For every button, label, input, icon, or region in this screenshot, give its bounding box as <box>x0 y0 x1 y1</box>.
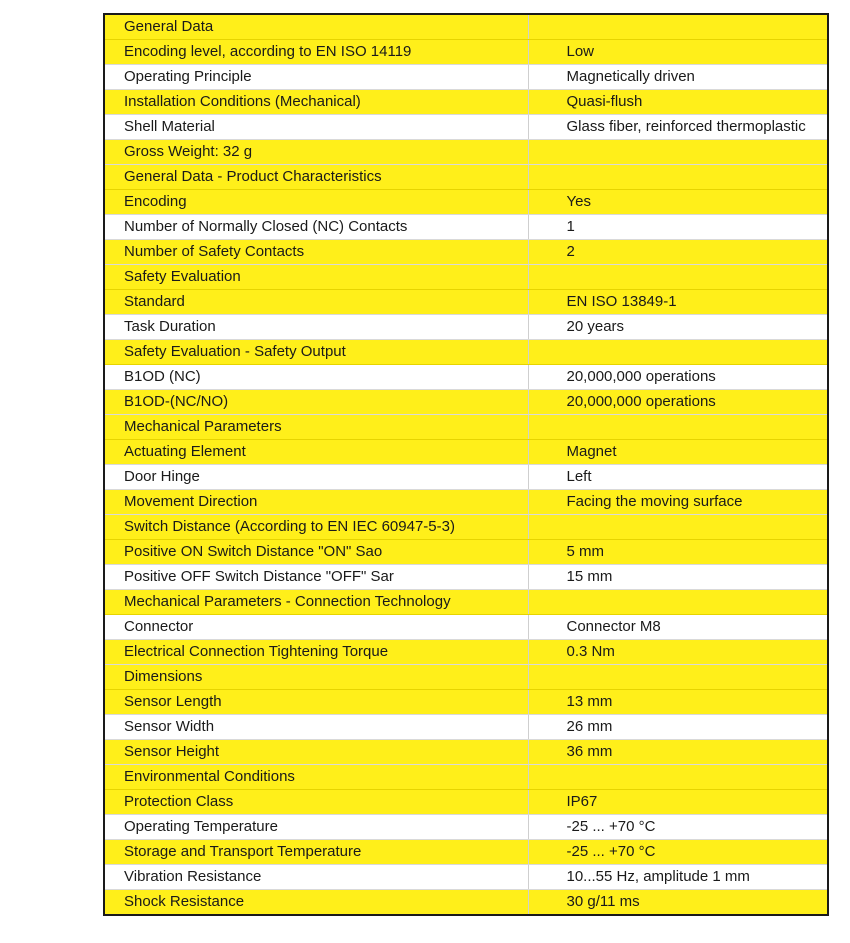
section-header-row <box>104 765 828 790</box>
table-row <box>104 815 828 840</box>
table-row <box>104 490 828 515</box>
section-header-row <box>104 14 828 40</box>
section-title: Safety Evaluation <box>104 265 528 290</box>
spec-value <box>528 665 828 690</box>
table-row <box>104 865 828 890</box>
table-row <box>104 790 828 815</box>
spec-label: Sensor Length <box>104 690 528 715</box>
spec-value: EN ISO 13849-1 <box>528 290 828 315</box>
spec-label: Number of Safety Contacts <box>104 240 528 265</box>
section-header-row <box>104 590 828 615</box>
spec-value: 1 <box>528 215 828 240</box>
spec-label: Positive ON Switch Distance "ON" Sao <box>104 540 528 565</box>
spec-label: Door Hinge <box>104 465 528 490</box>
spec-value: -25 ... +70 °C <box>528 815 828 840</box>
spec-value: Glass fiber, reinforced thermoplastic <box>528 115 828 140</box>
spec-value <box>528 14 828 40</box>
table-row <box>104 215 828 240</box>
spec-value: 2 <box>528 240 828 265</box>
spec-label: Protection Class <box>104 790 528 815</box>
spec-label: Encoding <box>104 190 528 215</box>
spec-value: 20 years <box>528 315 828 340</box>
table-row <box>104 690 828 715</box>
spec-value: 20,000,000 operations <box>528 365 828 390</box>
table-row <box>104 890 828 916</box>
table-row <box>104 840 828 865</box>
table-row <box>104 290 828 315</box>
spec-value <box>528 765 828 790</box>
spec-label: Shell Material <box>104 115 528 140</box>
spec-label: Operating Principle <box>104 65 528 90</box>
section-title: Mechanical Parameters <box>104 415 528 440</box>
spec-label: Actuating Element <box>104 440 528 465</box>
spec-label: Storage and Transport Temperature <box>104 840 528 865</box>
spec-label: Sensor Height <box>104 740 528 765</box>
table-row <box>104 715 828 740</box>
spec-value: -25 ... +70 °C <box>528 840 828 865</box>
spec-value: 20,000,000 operations <box>528 390 828 415</box>
spec-value: 30 g/11 ms <box>528 890 828 916</box>
spec-value: 13 mm <box>528 690 828 715</box>
spec-value <box>528 415 828 440</box>
table-row <box>104 390 828 415</box>
spec-label: Movement Direction <box>104 490 528 515</box>
spec-value <box>528 265 828 290</box>
table-row <box>104 440 828 465</box>
table-row <box>104 90 828 115</box>
spec-value <box>528 340 828 365</box>
spec-value: 15 mm <box>528 565 828 590</box>
table-row <box>104 565 828 590</box>
spec-label: Shock Resistance <box>104 890 528 916</box>
spec-label: Connector <box>104 615 528 640</box>
spec-value: 26 mm <box>528 715 828 740</box>
section-header-row <box>104 665 828 690</box>
spec-value: Magnet <box>528 440 828 465</box>
spec-value: Left <box>528 465 828 490</box>
table-row <box>104 315 828 340</box>
spec-value: Facing the moving surface <box>528 490 828 515</box>
table-row <box>104 65 828 90</box>
table-row <box>104 365 828 390</box>
spec-value: 36 mm <box>528 740 828 765</box>
section-title: Mechanical Parameters - Connection Technology <box>104 590 528 615</box>
spec-value: 0.3 Nm <box>528 640 828 665</box>
spec-value <box>528 140 828 165</box>
section-title: General Data <box>104 14 528 40</box>
table-row <box>104 140 828 165</box>
spec-table <box>103 13 829 916</box>
spec-value <box>528 590 828 615</box>
section-header-row <box>104 340 828 365</box>
spec-label: Electrical Connection Tightening Torque <box>104 640 528 665</box>
spec-label: B1OD-(NC/NO) <box>104 390 528 415</box>
section-title: Switch Distance (According to EN IEC 60947-5-3) <box>104 515 528 540</box>
spec-value: 10...55 Hz, amplitude 1 mm <box>528 865 828 890</box>
table-row <box>104 240 828 265</box>
spec-label: Gross Weight: 32 g <box>104 140 528 165</box>
spec-label: Standard <box>104 290 528 315</box>
section-title: General Data - Product Characteristics <box>104 165 528 190</box>
section-header-row <box>104 165 828 190</box>
spec-value: IP67 <box>528 790 828 815</box>
spec-value: Quasi-flush <box>528 90 828 115</box>
table-row <box>104 740 828 765</box>
spec-label: Sensor Width <box>104 715 528 740</box>
spec-label: Operating Temperature <box>104 815 528 840</box>
table-row <box>104 40 828 65</box>
spec-value: Magnetically driven <box>528 65 828 90</box>
table-row <box>104 615 828 640</box>
spec-label: Positive OFF Switch Distance "OFF" Sar <box>104 565 528 590</box>
spec-label: B1OD (NC) <box>104 365 528 390</box>
table-row <box>104 190 828 215</box>
spec-value <box>528 515 828 540</box>
section-title: Safety Evaluation - Safety Output <box>104 340 528 365</box>
section-header-row <box>104 415 828 440</box>
spec-label: Number of Normally Closed (NC) Contacts <box>104 215 528 240</box>
spec-label: Vibration Resistance <box>104 865 528 890</box>
spec-value: 5 mm <box>528 540 828 565</box>
spec-value: Connector M8 <box>528 615 828 640</box>
spec-value: Yes <box>528 190 828 215</box>
section-header-row <box>104 265 828 290</box>
table-row <box>104 640 828 665</box>
spec-value <box>528 165 828 190</box>
spec-label: Task Duration <box>104 315 528 340</box>
spec-label: Encoding level, according to EN ISO 14119 <box>104 40 528 65</box>
section-title: Dimensions <box>104 665 528 690</box>
table-row <box>104 465 828 490</box>
spec-label: Installation Conditions (Mechanical) <box>104 90 528 115</box>
table-row <box>104 115 828 140</box>
spec-table-body <box>104 14 828 915</box>
section-header-row <box>104 515 828 540</box>
spec-value: Low <box>528 40 828 65</box>
table-row <box>104 540 828 565</box>
section-title: Environmental Conditions <box>104 765 528 790</box>
